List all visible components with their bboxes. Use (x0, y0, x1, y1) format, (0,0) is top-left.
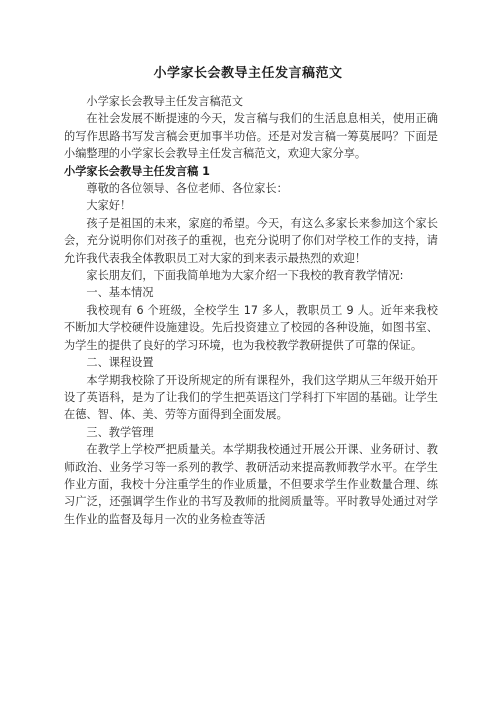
body-paragraph: 本学期我校除了开设所规定的所有课程外，我们这学期从三年级开始开设了英语科，是为了让我们的学生把英语这门学科打下牢固的基础。让学生在德、智、体、美、劳等方面得到全面发展。 (64, 373, 438, 422)
body-paragraph: 在教学上学校严把质量关。本学期我校通过开展公开课、业务研讨、教师政治、业务学习等一系列的教学、教研活动来提高教师教学水平。在学生作业方面，我校十分注重学生的作业质量，不但要求学生作业数量合理、练习广泛，还强调学生作业的书写及教师的批阅质量等。平时教导处通过对学生作业的监督及每月一次的业务检查等活 (64, 443, 438, 526)
body-paragraph: 二、课程设置 (86, 356, 154, 370)
body-paragraph: 尊敬的各位领导、各位老师、各位家长： (86, 182, 288, 196)
document-body (64, 93, 438, 528)
document-title: 小学家长会教导主任发言稿范文 (153, 66, 343, 81)
body-paragraph: 三、教学管理 (86, 425, 154, 439)
body-paragraph: 我校现有 6 个班级，全校学生 17 多人，教职员工 9 人。近年来我校不断加大学校硬件设施建设。先后投资建立了校园的各种设施，如图书室、为学生的提供了良好的学习环境，也为我校教学教研提供了可靠的保证。 (64, 303, 438, 352)
body-paragraph: 在社会发展不断提速的今天，发言稿与我们的生活息息相关，使用正确的写作思路书写发言稿会更加事半功倍。还是对发言稿一筹莫展吗？下面是小编整理的小学家长会教导主任发言稿范文，欢迎大家分享。 (64, 112, 438, 161)
body-paragraph: 小学家长会教导主任发言稿范文 (86, 95, 244, 108)
body-paragraph: 家长朋友们，下面我简单地为大家介绍一下我校的教育教学情况: (86, 269, 404, 283)
body-paragraph: 孩子是祖国的未来，家庭的希望。今天，有这么多家长来参加这个家长会，充分说明你们对孩子的重视，也充分说明了你们对学校工作的支持，请允许我代表我全体教职员工对大家的到来表示最热烈的欢迎！ (64, 216, 438, 265)
body-paragraph: 一、基本情况 (86, 286, 154, 300)
body-paragraph: 大家好！ (86, 199, 132, 213)
section-heading: 小学家长会教导主任发言稿 1 (64, 164, 210, 178)
